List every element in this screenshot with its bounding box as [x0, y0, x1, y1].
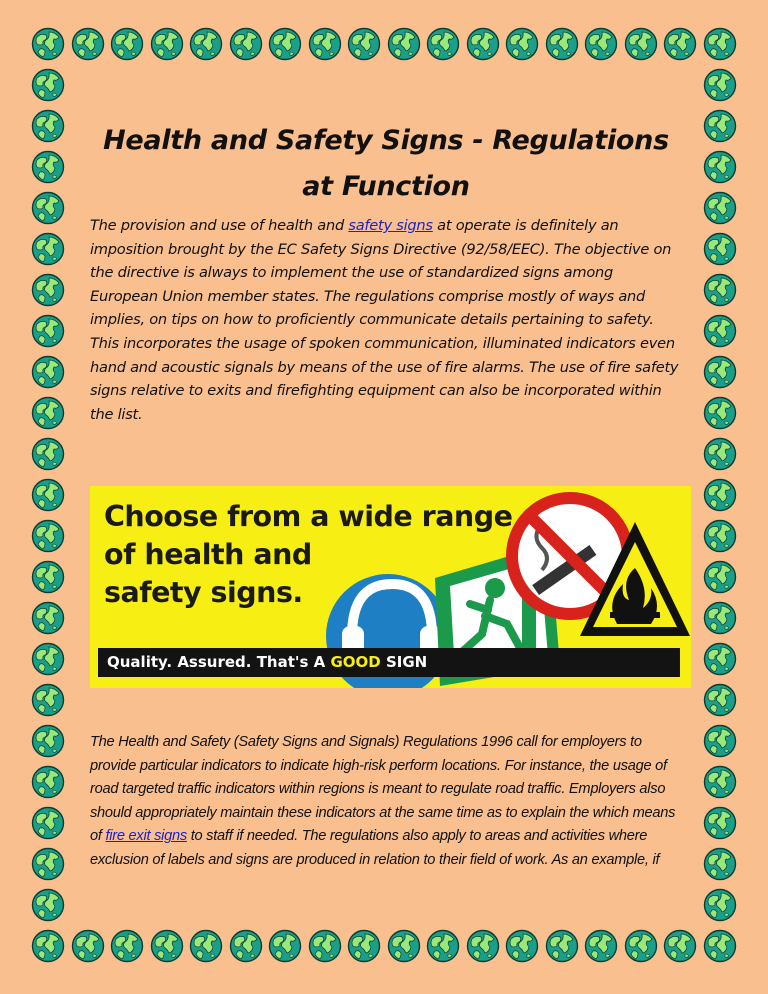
- globe-icon: [703, 355, 737, 389]
- paragraph-1-text-b: at operate is definitely an imposition brought by the EC Safety Signs Directive (92/58/EEC). The objective on the directive is always to implement the use of standardized signs among European Union member states. The regulations comprise mostly of ways and implies, on tips on how to proficiently communicate details pertaining to safety. This incorporates the usage of spoken communication, illuminated indicators even hand and acoustic signals by means of the use of fire alarms. The use of fire safety signs relative to exits and firefighting equipment can also be incorporated within the list.: [90, 217, 679, 423]
- globe-icon: [426, 27, 460, 61]
- globe-icon: [31, 68, 65, 102]
- globe-icon: [703, 68, 737, 102]
- globe-icon: [71, 929, 105, 963]
- globe-icon: [31, 601, 65, 635]
- globe-icon: [31, 478, 65, 512]
- document-body: [90, 118, 682, 426]
- globe-icon: [150, 929, 184, 963]
- globe-icon: [31, 273, 65, 307]
- globe-icon: [31, 109, 65, 143]
- globe-icon: [584, 27, 618, 61]
- paragraph-1: [90, 214, 682, 426]
- globe-icon: [308, 27, 342, 61]
- banner-tagline-a: Quality. Assured. That's A: [107, 653, 331, 671]
- globe-icon: [426, 929, 460, 963]
- globe-icon: [703, 273, 737, 307]
- banner-tagline-b: SIGN: [380, 653, 428, 671]
- globe-icon: [505, 27, 539, 61]
- globe-icon: [189, 929, 223, 963]
- globe-icon: [703, 847, 737, 881]
- globe-icon: [703, 929, 737, 963]
- globe-icon: [31, 888, 65, 922]
- paragraph-2-text-a: The Health and Safety (Safety Signs and Signals) Regulations 1996 call for employers to provide particular indicators to indicate high-risk perform locations. For instance, the usage of road targeted traffic indicators within regions is meant to regulate road traffic. Employers also should appropriately maintain these indicators at the same time as to explain the which means of: [90, 734, 676, 845]
- globe-icon: [703, 478, 737, 512]
- paragraph-2-text-b: to staff if needed. The regulations also apply to areas and activities where exclusion of labels and signs are produced in relation to their field of work. As an example, if: [90, 828, 660, 868]
- globe-icon: [703, 191, 737, 225]
- paragraph-2: [90, 731, 682, 873]
- globe-icon: [545, 929, 579, 963]
- globe-icon: [229, 929, 263, 963]
- paragraph-1-text-a: The provision and use of health and: [90, 217, 349, 234]
- globe-icon: [31, 150, 65, 184]
- globe-icon: [387, 27, 421, 61]
- banner-headline-1: Choose from a wide range: [104, 500, 513, 533]
- globe-icon: [31, 806, 65, 840]
- safety-signs-link[interactable]: safety signs: [348, 217, 433, 234]
- globe-icon: [466, 929, 500, 963]
- globe-icon: [663, 27, 697, 61]
- globe-icon: [387, 929, 421, 963]
- globe-icon: [703, 109, 737, 143]
- globe-icon: [545, 27, 579, 61]
- globe-icon: [624, 27, 658, 61]
- globe-icon: [31, 232, 65, 266]
- globe-icon: [703, 642, 737, 676]
- globe-icon: [584, 929, 618, 963]
- globe-icon: [110, 929, 144, 963]
- globe-icon: [31, 437, 65, 471]
- globe-icon: [308, 929, 342, 963]
- document-title: Health and Safety Signs - Regulations at Function: [103, 125, 669, 202]
- globe-icon: [31, 724, 65, 758]
- globe-icon: [31, 847, 65, 881]
- globe-icon: [31, 765, 65, 799]
- fire-exit-signs-link[interactable]: fire exit signs: [105, 828, 187, 845]
- globe-icon: [703, 150, 737, 184]
- globe-icon: [229, 27, 263, 61]
- globe-icon: [110, 27, 144, 61]
- globe-icon: [347, 929, 381, 963]
- globe-icon: [505, 929, 539, 963]
- globe-icon: [703, 601, 737, 635]
- globe-icon: [31, 560, 65, 594]
- globe-icon: [466, 27, 500, 61]
- globe-icon: [703, 437, 737, 471]
- banner-headline-3: safety signs.: [104, 576, 303, 609]
- globe-icon: [703, 27, 737, 61]
- globe-icon: [71, 27, 105, 61]
- globe-icon: [31, 191, 65, 225]
- banner-tagline: [98, 648, 680, 677]
- globe-icon: [150, 27, 184, 61]
- document-body-2: [90, 731, 682, 873]
- banner-tagline-good: GOOD: [330, 653, 381, 671]
- globe-icon: [703, 396, 737, 430]
- globe-icon: [31, 642, 65, 676]
- globe-icon: [31, 314, 65, 348]
- globe-icon: [703, 519, 737, 553]
- globe-icon: [703, 806, 737, 840]
- globe-icon: [189, 27, 223, 61]
- banner-headline-2: of health and: [104, 538, 312, 571]
- safety-signs-banner: [90, 486, 691, 688]
- globe-icon: [663, 929, 697, 963]
- globe-icon: [31, 355, 65, 389]
- globe-icon: [31, 519, 65, 553]
- globe-icon: [31, 396, 65, 430]
- globe-icon: [347, 27, 381, 61]
- globe-icon: [268, 929, 302, 963]
- globe-icon: [624, 929, 658, 963]
- globe-icon: [703, 232, 737, 266]
- globe-icon: [703, 314, 737, 348]
- globe-icon: [703, 888, 737, 922]
- globe-icon: [268, 27, 302, 61]
- globe-icon: [703, 724, 737, 758]
- globe-icon: [703, 683, 737, 717]
- globe-icon: [31, 27, 65, 61]
- globe-icon: [703, 765, 737, 799]
- globe-icon: [703, 560, 737, 594]
- globe-icon: [31, 683, 65, 717]
- globe-icon: [31, 929, 65, 963]
